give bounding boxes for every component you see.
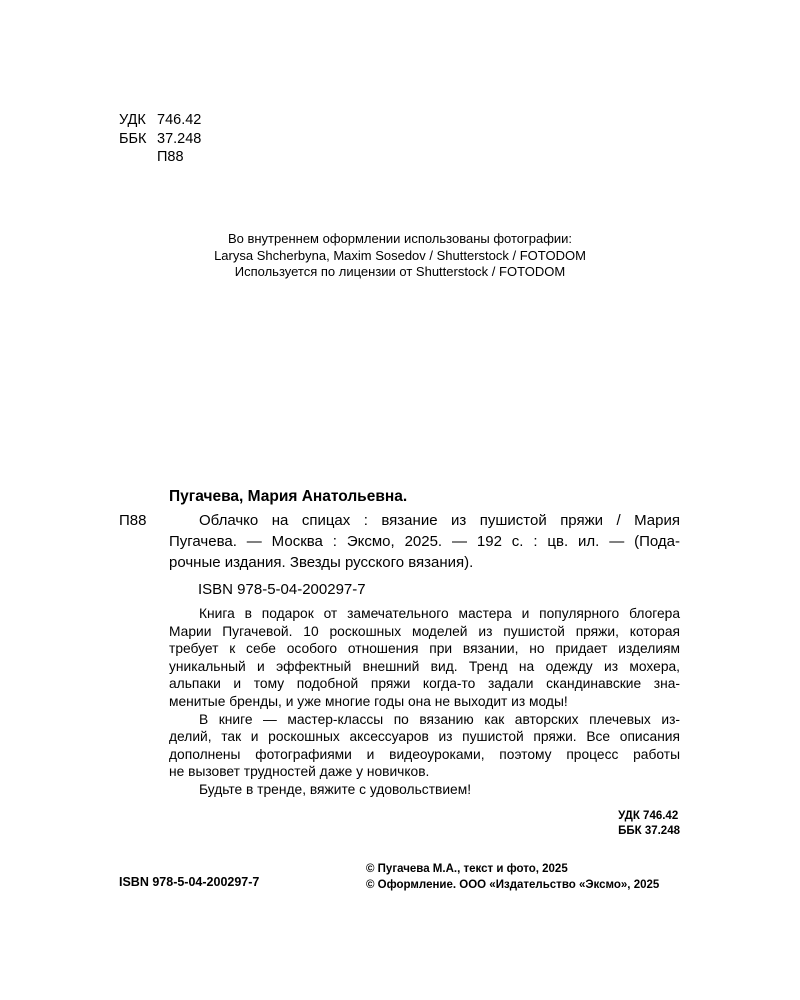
credit-line: Используется по лицензии от Shutterstock / FOTODOM (234, 264, 566, 279)
annotation-line: Книга в подарок от замечательного мастера и популярного блогера (199, 606, 680, 621)
bib-line: Пугачева. — Москва : Эксмо, 2025. — 192 с. : цв. ил. — (Пода- (169, 533, 680, 550)
isbn-record: ISBN 978-5-04-200297-7 (198, 581, 366, 598)
udk-row (119, 111, 201, 130)
author-heading: Пугачева, Мария Анатольевна. (169, 488, 408, 505)
photo-credits (0, 231, 800, 281)
annotation-line: альпаки и тому подобной пряжи когда-то задали скандинавские зна- (169, 676, 680, 692)
footer-classification (618, 809, 680, 838)
copyright-design: © Оформление. ООО «Издательство «Эксмо», 2025 (366, 878, 660, 891)
bib-line: рочные издания. Звезды русского вязания). (169, 554, 474, 571)
copyright-block (366, 862, 659, 893)
footer-udk: УДК 746.42 (618, 810, 679, 822)
annotation-line: требует к себе особого отношения при вязании, но придает изделиям (169, 641, 680, 657)
bib-line: Облачко на спицах : вязание из пушистой пряжи / Мария (199, 512, 680, 529)
copyright-author: © Пугачева М.А., текст и фото, 2025 (366, 863, 568, 875)
annotation-line: уникальный и эффектный внешний вид. Тренд на одежду из мохера, (169, 658, 680, 674)
footer-isbn: ISBN 978-5-04-200297-7 (119, 875, 260, 889)
annotation-line: дополнены фотографиями и видеоуроками, поэтому процесс работы (169, 746, 680, 762)
udk-label: УДК (119, 112, 146, 128)
bibliographic-description (169, 510, 680, 573)
annotation-line: менитые бренды, и уже многие годы она не выходит из моды! (169, 693, 568, 709)
bbk-label: ББК (119, 130, 147, 147)
credit-line: Larysa Shcherbyna, Maxim Sosedov / Shutterstock / FOTODOM (214, 247, 586, 263)
author-mark-row (119, 148, 201, 167)
annotation-line: Будьте в тренде, вяжите с удовольствием! (199, 781, 472, 797)
annotation-line: Марии Пугачевой. 10 роскошных моделей из пушистой пряжи, которая (169, 623, 680, 639)
call-mark: П88 (119, 512, 147, 529)
bbk-row (119, 130, 201, 149)
classification-block (119, 111, 201, 167)
annotation-line: В книге — мастер-классы по вязанию как авторских плечевых из- (199, 711, 680, 727)
annotation-line: делий, так и роскошных аксессуаров из пушистой пряжи. Все описания (169, 729, 680, 745)
footer-bbk: ББК 37.248 (618, 824, 680, 837)
author-mark: П88 (157, 149, 184, 165)
annotation (169, 605, 680, 799)
bbk-value: 37.248 (157, 130, 202, 147)
udk-value: 746.42 (157, 112, 202, 128)
credit-line: Во внутреннем оформлении использованы фотографии: (227, 231, 573, 246)
annotation-line: не вызовет трудностей даже у новичков. (169, 764, 430, 780)
